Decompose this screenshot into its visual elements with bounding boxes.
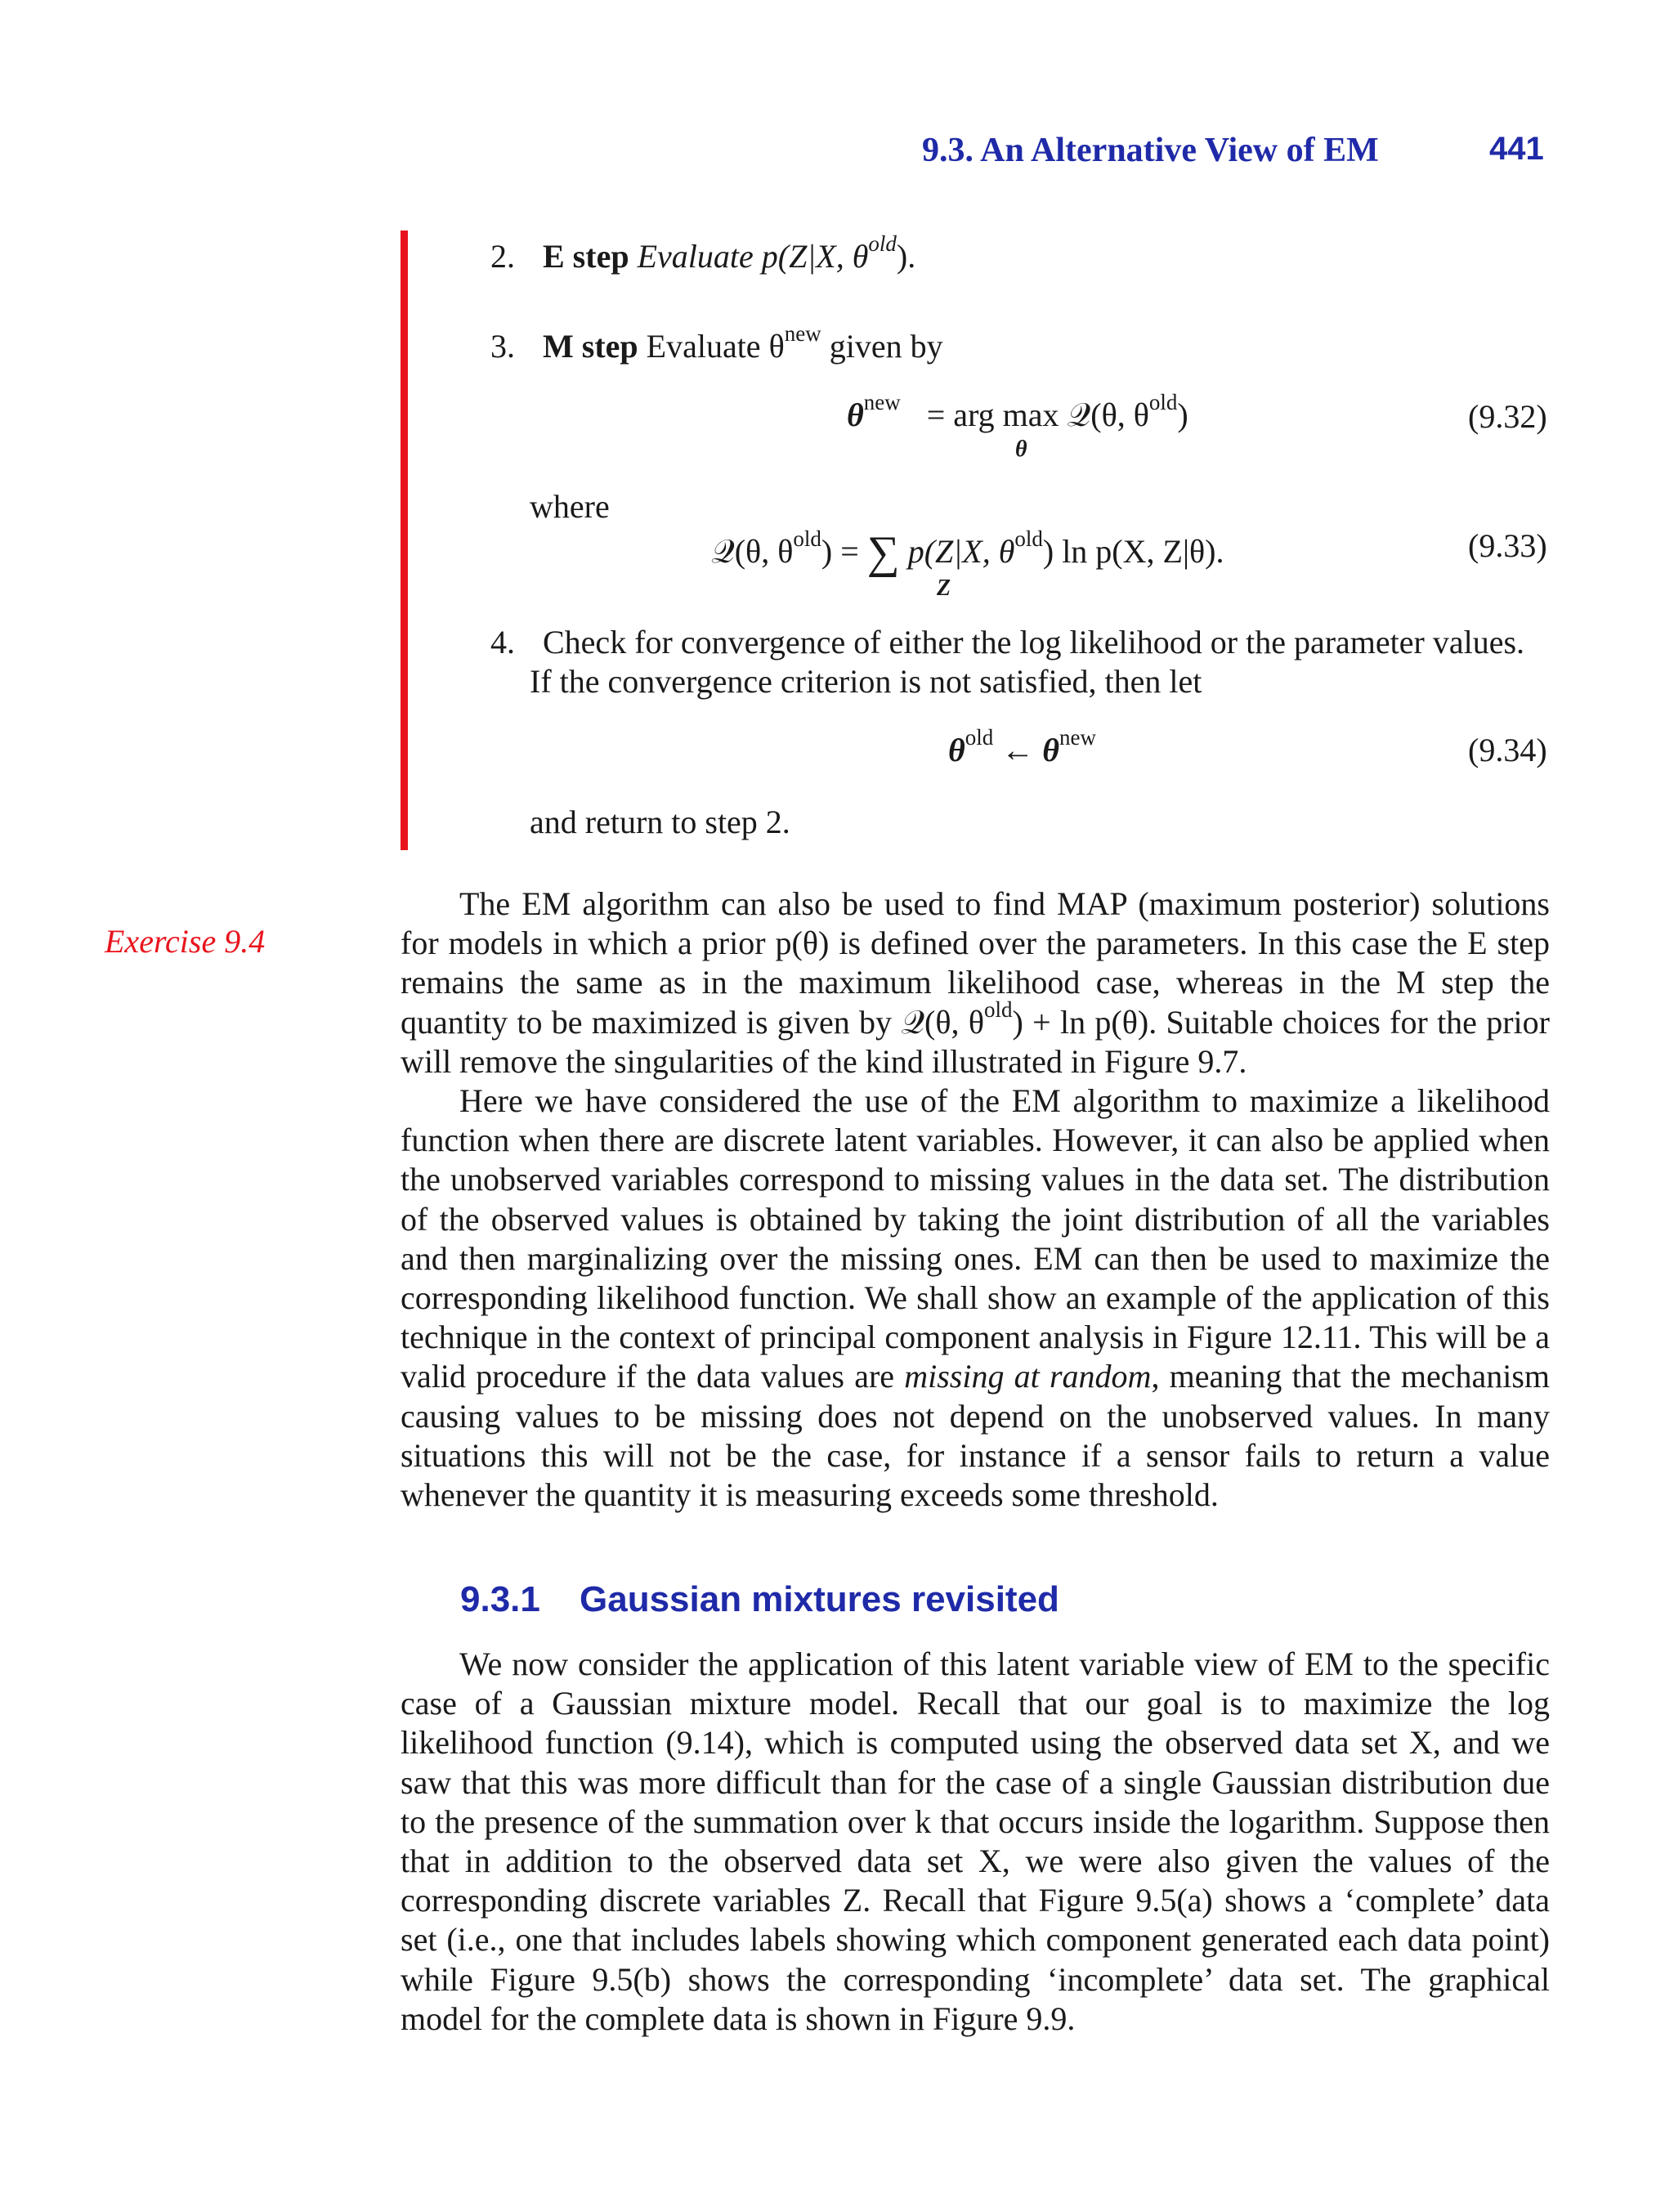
paragraph-map-solutions — [401, 884, 1550, 1081]
section-title: Gaussian mixtures revisited — [580, 1579, 1059, 1619]
where-label: where — [530, 488, 610, 525]
equation-9-32 — [847, 390, 1188, 434]
eq-lhs: 𝒬(θ, θ — [711, 533, 794, 570]
superscript: old — [965, 725, 994, 750]
body-text-block — [401, 884, 1550, 1515]
superscript: old — [983, 996, 1013, 1022]
superscript: new — [784, 321, 821, 346]
para-text: , meaning that the mechanism causing values to be missing does not depend on the unobserved values. In many situations this will not be the case, for instance if a sensor fails to return a value whenever the quantity it is measuring exceeds some threshold. — [401, 1358, 1551, 1514]
para-text: ) + ln p(θ). Suitable choices for the prior will remove the singularities of the kind illustrated in Figure 9.7. — [401, 1003, 1550, 1080]
step-text: Evaluate p(Z|X, θ — [637, 238, 869, 275]
step-label: E step — [543, 238, 629, 275]
superscript: old — [1148, 390, 1178, 414]
change-bar — [401, 231, 408, 850]
superscript: old — [793, 526, 821, 551]
step-tail: ). — [896, 238, 916, 275]
step-4-line-2: If the convergence criterion is not satisfied, then let — [530, 663, 1202, 700]
equation-9-33 — [711, 522, 1224, 578]
eq-rhs: = arg max 𝒬(θ, θ — [926, 396, 1149, 433]
arrow-symbol: ← — [1001, 732, 1035, 768]
equation-number: (9.32) — [1468, 398, 1547, 435]
eq-rhs: θ — [1042, 732, 1060, 768]
equation-number: (9.34) — [1468, 732, 1547, 768]
step-2 — [490, 231, 916, 276]
eq-lhs-tail: ) = — [821, 533, 859, 570]
step-number: 2. — [490, 238, 515, 275]
equation-number: (9.33) — [1468, 527, 1547, 564]
eq-rhs-tail: ) — [1177, 396, 1188, 433]
paragraph-missing-values — [401, 1081, 1550, 1515]
para-text: Here we have considered the use of the EM algorithm to maximize a likelihood function when there are discrete latent variables. However, it can also be applied when the unobserved variables correspond to missing values in the data set. The distribution of the observed values is obtained by taking the joint distribution of all the variables and then marginalizing over the missing ones. EM can then be used to maximize the corresponding likelihood function. We shall show an example of the application of this technique in the context of principal component analysis in Figure 12.11. This will be a valid procedure if the data values are — [401, 1082, 1550, 1395]
superscript: new — [1059, 725, 1097, 750]
section-number: 9.3.1 — [460, 1579, 540, 1619]
step-number: 3. — [490, 328, 515, 365]
para-text: The EM algorithm can also be used to find MAP (maximum posterior) solutions for models in which a prior p(θ) is defined over the parameters. In this case the E step remains the same as in the maximum likelihood case, whereas in the M step the quantity to be maximized is given by 𝒬(θ, θ — [401, 885, 1550, 1041]
page-number: 441 — [1489, 131, 1544, 167]
eq-body: p(Z|X, θ — [907, 533, 1015, 570]
step-label: M step — [543, 328, 638, 365]
margin-note-exercise: Exercise 9.4 — [105, 923, 266, 960]
step-tail: given by — [821, 328, 943, 365]
eq-lhs: θ — [948, 732, 965, 768]
eq-body-tail: ) ln p(X, Z|θ). — [1042, 533, 1224, 570]
step-text: Check for convergence of either the log likelihood or the parameter values. — [543, 624, 1525, 660]
eq-lhs: θ — [847, 396, 864, 433]
summation-symbol: ∑ — [866, 527, 900, 578]
section-heading — [460, 1579, 1059, 1620]
superscript: old — [1014, 526, 1043, 551]
equation-9-34 — [948, 725, 1097, 769]
body-text-block-2 — [401, 1645, 1550, 2039]
running-header-title: 9.3. An Alternative View of EM — [922, 132, 1379, 169]
step-4 — [490, 623, 1524, 662]
return-step: and return to step 2. — [530, 804, 790, 840]
summation-subscript: Z — [937, 575, 951, 601]
step-3 — [490, 321, 943, 366]
superscript: old — [868, 231, 897, 256]
emphasis-text: missing at random — [904, 1358, 1152, 1395]
argmax-subscript: θ — [1015, 437, 1027, 462]
superscript: new — [863, 390, 901, 414]
paragraph-gaussian-mixtures: We now consider the application of this latent variable view of EM to the specific case of a Gaussian mixture model. Recall that our goal is to maximize the log likelihood function (9.14), which is computed using the observed data set X, and we saw that this was more difficult than for the case of a single Gaussian distribution due to the presence of the summation over k that occurs inside the logarithm. Suppose then that in addition to the observed data set X, we were also given the values of the corresponding discrete variables Z. Recall that Figure 9.5(a) shows a ‘complete’ data set (i.e., one that includes labels showing which component generated each data point) while Figure 9.5(b) shows the corresponding ‘incomplete’ data set. The graphical model for the complete data is shown in Figure 9.9. — [401, 1646, 1550, 2037]
step-text: Evaluate θ — [646, 328, 785, 365]
step-number: 4. — [490, 624, 515, 660]
